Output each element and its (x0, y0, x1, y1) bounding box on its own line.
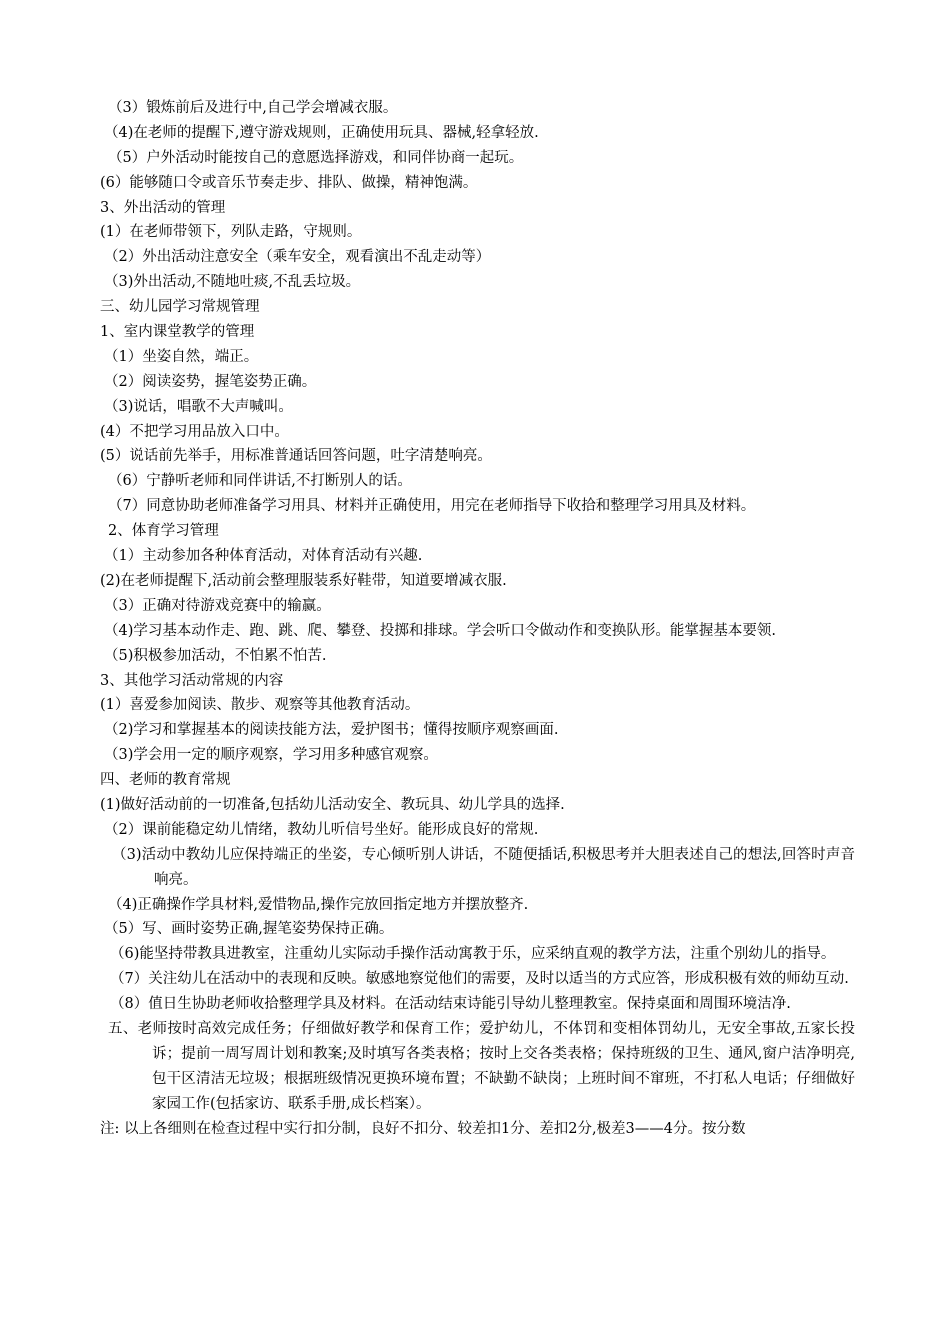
text-line: (1)做好活动前的一切准备,包括幼儿活动安全、教玩具、幼儿学具的选择. (100, 796, 565, 813)
text-line: （4)学习基本动作走、跑、跳、爬、攀登、投掷和排球。学会听口令做动作和变换队形。能掌握基本要领. (104, 622, 776, 639)
text-line: 3、外出活动的管理 (100, 199, 226, 216)
text-line: （5）户外活动时能按自己的意愿选择游戏，和同伴协商一起玩。 (108, 149, 524, 166)
text-line: （3）锻炼前后及进行中,自己学会增减衣服。 (108, 100, 398, 116)
text-line: (4）不把学习用品放入口中。 (100, 423, 289, 440)
text-line: （3)说话，唱歌不大声喊叫。 (104, 398, 293, 415)
text-line: （3)活动中教幼儿应保持端正的坐姿，专心倾听别人讲话，不随便插话,积极思考并大胆表述自己的想法,回答时声音响亮。 (112, 846, 855, 888)
text-line: 四、老师的教育常规 (100, 772, 231, 789)
text-line: （2）阅读姿势，握笔姿势正确。 (104, 373, 317, 390)
text-line: 3、其他学习活动常规的内容 (100, 672, 284, 689)
text-line: (6）能够随口令或音乐节奏走步、排队、做操，精神饱满。 (100, 174, 478, 191)
text-line: （6)能坚持带教具进教室，注重幼儿实际动手操作活动寓教于乐，应采纳直观的教学方法，注重个别幼儿的指导。 (110, 946, 836, 963)
text-line: (5）说话前先举手，用标准普通话回答问题，吐字清楚响亮。 (100, 448, 492, 465)
text-line: （6）宁静听老师和同伴讲话,不打断别人的话。 (108, 473, 412, 490)
text-line: 1、室内课堂教学的管理 (100, 324, 255, 341)
text-line: 五、老师按时高效完成任务；仔细做好教学和保育工作；爱护幼儿，不体罚和变相体罚幼儿，无安全事故,五家长投诉；提前一周写周计划和教案;及时填写各类表格；按时上交各类表格；保持班级的卫生、通风,窗户洁净明亮,包干区清洁无垃圾；根据班级情况更换环境布置；不缺勤不缺岗；上班时间不窜班，不打私人电话；仔细做好家园工作(包括家访、联系手册,成长档案）。 (108, 1021, 855, 1112)
text-line: （1）坐姿自然，端正。 (104, 348, 259, 365)
text-line: （2）课前能稳定幼儿情绪，教幼儿听信号坐好。能形成良好的常规. (104, 821, 539, 838)
text-line: （4)正确操作学具材料,爱惜物品,操作完放回指定地方并摆放整齐. (108, 896, 529, 913)
text-line: 注: 以上各细则在检查过程中实行扣分制，良好不扣分、较差扣1分、差扣2分,极差3——4分。按分数 (100, 1120, 746, 1137)
text-line: （4)在老师的提醒下,遵守游戏规则，正确使用玩具、器械,轻拿轻放. (104, 124, 539, 141)
text-line: （3)外出活动,不随地吐痰,不乱丢垃圾。 (104, 274, 361, 291)
text-line: 三、幼儿园学习常规管理 (100, 299, 260, 316)
text-line: （2）外出活动注意安全（乘车安全，观看演出不乱走动等） (104, 249, 491, 266)
text-line: (1）在老师带领下，列队走路，守规则。 (100, 224, 362, 241)
text-line: （7）关注幼儿在活动中的表现和反映。敏感地察觉他们的需要，及时以适当的方式应答，形成积极有效的师幼互动. (110, 971, 849, 988)
text-line: （3)学会用一定的顺序观察，学习用多种感官观察。 (104, 747, 438, 764)
document-body (100, 96, 855, 1142)
text-line: 2、体育学习管理 (108, 523, 219, 540)
text-line: （3）正确对待游戏竞赛中的输赢。 (104, 597, 331, 614)
text-line: （5）写、画时姿势正确,握笔姿势保持正确。 (104, 921, 394, 938)
text-line: （5)积极参加活动，不怕累不怕苦. (104, 647, 327, 664)
text-line: （2)学习和掌握基本的阅读技能方法，爱护图书；懂得按顺序观察画面. (104, 722, 559, 739)
text-line: (2)在老师提醒下,活动前会整理服装系好鞋带，知道要增减衣服. (100, 572, 507, 589)
text-line: （8）值日生协助老师收拾整理学具及材料。在活动结束诗能引导幼儿整理教室。保持桌面和周围环境洁净. (110, 996, 791, 1013)
text-line: （7）同意协助老师准备学习用具、材料并正确使用，用完在老师指导下收拾和整理学习用具及材料。 (108, 498, 756, 515)
text-line: (1）喜爱参加阅读、散步、观察等其他教育活动。 (100, 697, 420, 714)
text-line: （1）主动参加各种体育活动，对体育活动有兴趣. (104, 548, 423, 565)
